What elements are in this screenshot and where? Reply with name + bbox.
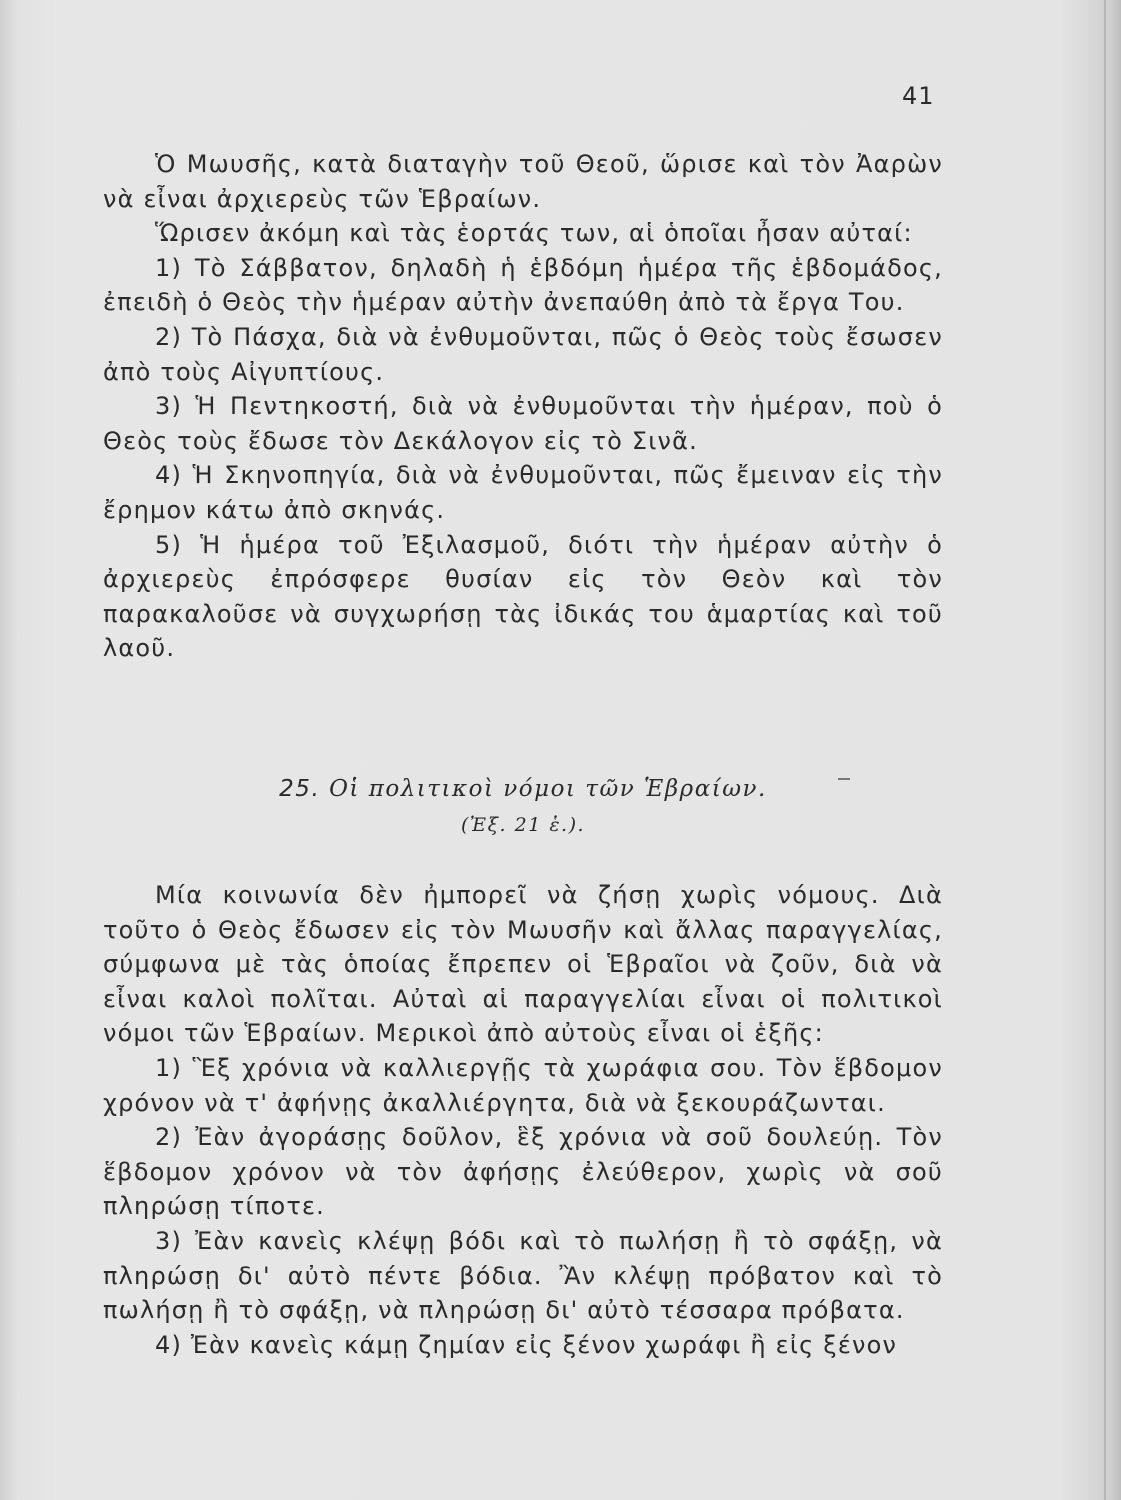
- list-item: 1) Ἓξ χρόνια νὰ καλλιεργῇς τὰ χωράφια σου. Τὸν ἕβδομον χρόνον νὰ τ' ἀφήνῃς ἀκαλλιέργητα, διὰ νὰ ξεκουράζωνται.: [103, 1053, 943, 1117]
- list-item: 3) Ἡ Πεντηκοστή, διὰ νὰ ἐνθυμοῦνται τὴν ἡμέραν, ποὺ ὁ Θεὸς τοὺς ἔδωσε τὸν Δεκάλογον εἰς τὸ Σινᾶ.: [103, 392, 943, 455]
- list-item: 5) Ἡ ἡμέρα τοῦ Ἐξιλασμοῦ, διότι τὴν ἡμέραν αὐτὴν ὁ ἀρχιερεὺς ἐπρόσφερε θυσίαν εἰς τὸν Θεὸν καὶ τὸν παρακαλοῦσε νὰ συγχωρήσῃ τὰς ἰδικάς του ἁμαρτίας καὶ τοῦ λαοῦ.: [103, 530, 943, 663]
- stray-mark: [838, 778, 850, 780]
- list-item: 2) Ἐὰν ἀγοράσῃς δοῦλον, ἓξ χρόνια νὰ σοῦ δουλεύῃ. Τὸν ἕβδομον χρόνον νὰ τὸν ἀφήσῃς ἐλεύθερον, χωρὶς νὰ σοῦ πληρώσῃ τίποτε.: [103, 1123, 943, 1221]
- section-heading: [103, 772, 943, 842]
- list-item: 1) Τὸ Σάββατον, δηλαδὴ ἡ ἑβδόμη ἡμέρα τῆς ἑβδομάδος, ἐπειδὴ ὁ Θεὸς τὴν ἡμέραν αὐτὴν ἀνεπαύθη ἀπὸ τὰ ἔργα Του.: [103, 253, 943, 317]
- list-item: 2) Τὸ Πάσχα, διὰ νὰ ἐνθυμοῦνται, πῶς ὁ Θεὸς τοὺς ἔσωσεν ἀπὸ τοὺς Αἰγυπτίους.: [103, 322, 943, 386]
- paragraph: Μία κοινωνία δὲν ἠμπορεῖ νὰ ζήσῃ χωρὶς νόμους. Διὰ τοῦτο ὁ Θεὸς ἔδωσεν εἰς τὸν Μωυσῆν καὶ ἄλλας παραγγελίας, σύμφωνα μὲ τὰς ὁποίας ἔπρεπεν οἱ Ἑβραῖοι νὰ ζοῦν, διὰ νὰ εἶναι καλοὶ πολῖται. Αὐταὶ αἱ παραγγελίαι εἶναι οἱ πολιτικοὶ νόμοι τῶν Ἑβραίων. Μερικοὶ ἀπὸ αὐτοὺς εἶναι οἱ ἑξῆς:: [103, 881, 943, 1048]
- list-item: 3) Ἐὰν κανεὶς κλέψῃ βόδι καὶ τὸ πωλήσῃ ἢ τὸ σφάξῃ, νὰ πληρώσῃ δι' αὐτὸ πέντε βόδια. Ἂν κλέψῃ πρόβατον καὶ τὸ πωλήσῃ ἢ τὸ σφάξῃ, νὰ πληρώσῃ δι' αὐτὸ τέσσαρα πρόβατα.: [103, 1226, 943, 1325]
- section-festivals: [103, 147, 943, 666]
- page-edge-shadow: [1104, 0, 1106, 1500]
- list-item: 4) Ἐὰν κανεὶς κάμῃ ζημίαν εἰς ξένον χωράφι ἢ εἰς ξένον: [155, 1330, 898, 1359]
- paragraph: Ὁ Μωυσῆς, κατὰ διαταγὴν τοῦ Θεοῦ, ὥρισε καὶ τὸν Ἀαρὼν νὰ εἶναι ἀρχιερεὺς τῶν Ἑβραίων.: [103, 150, 943, 213]
- section-civil-laws: [103, 878, 943, 1362]
- page-number: 41: [902, 82, 935, 110]
- paragraph: Ὥρισεν ἀκόμη καὶ τὰς ἑορτάς των, αἱ ὁποῖαι ἦσαν αὐταί:: [155, 219, 913, 248]
- list-item: 4) Ἡ Σκηνοπηγία, διὰ νὰ ἐνθυμοῦνται, πῶς ἔμειναν εἰς τὴν ἔρημον κάτω ἀπὸ σκηνάς.: [103, 461, 943, 524]
- heading-number: 25.: [279, 776, 321, 802]
- heading-reference: (Ἐξ. 21 ἑ.).: [460, 814, 586, 836]
- heading-title: Οἱ πολιτικοὶ νόμοι τῶν Ἑβραίων.: [329, 776, 767, 802]
